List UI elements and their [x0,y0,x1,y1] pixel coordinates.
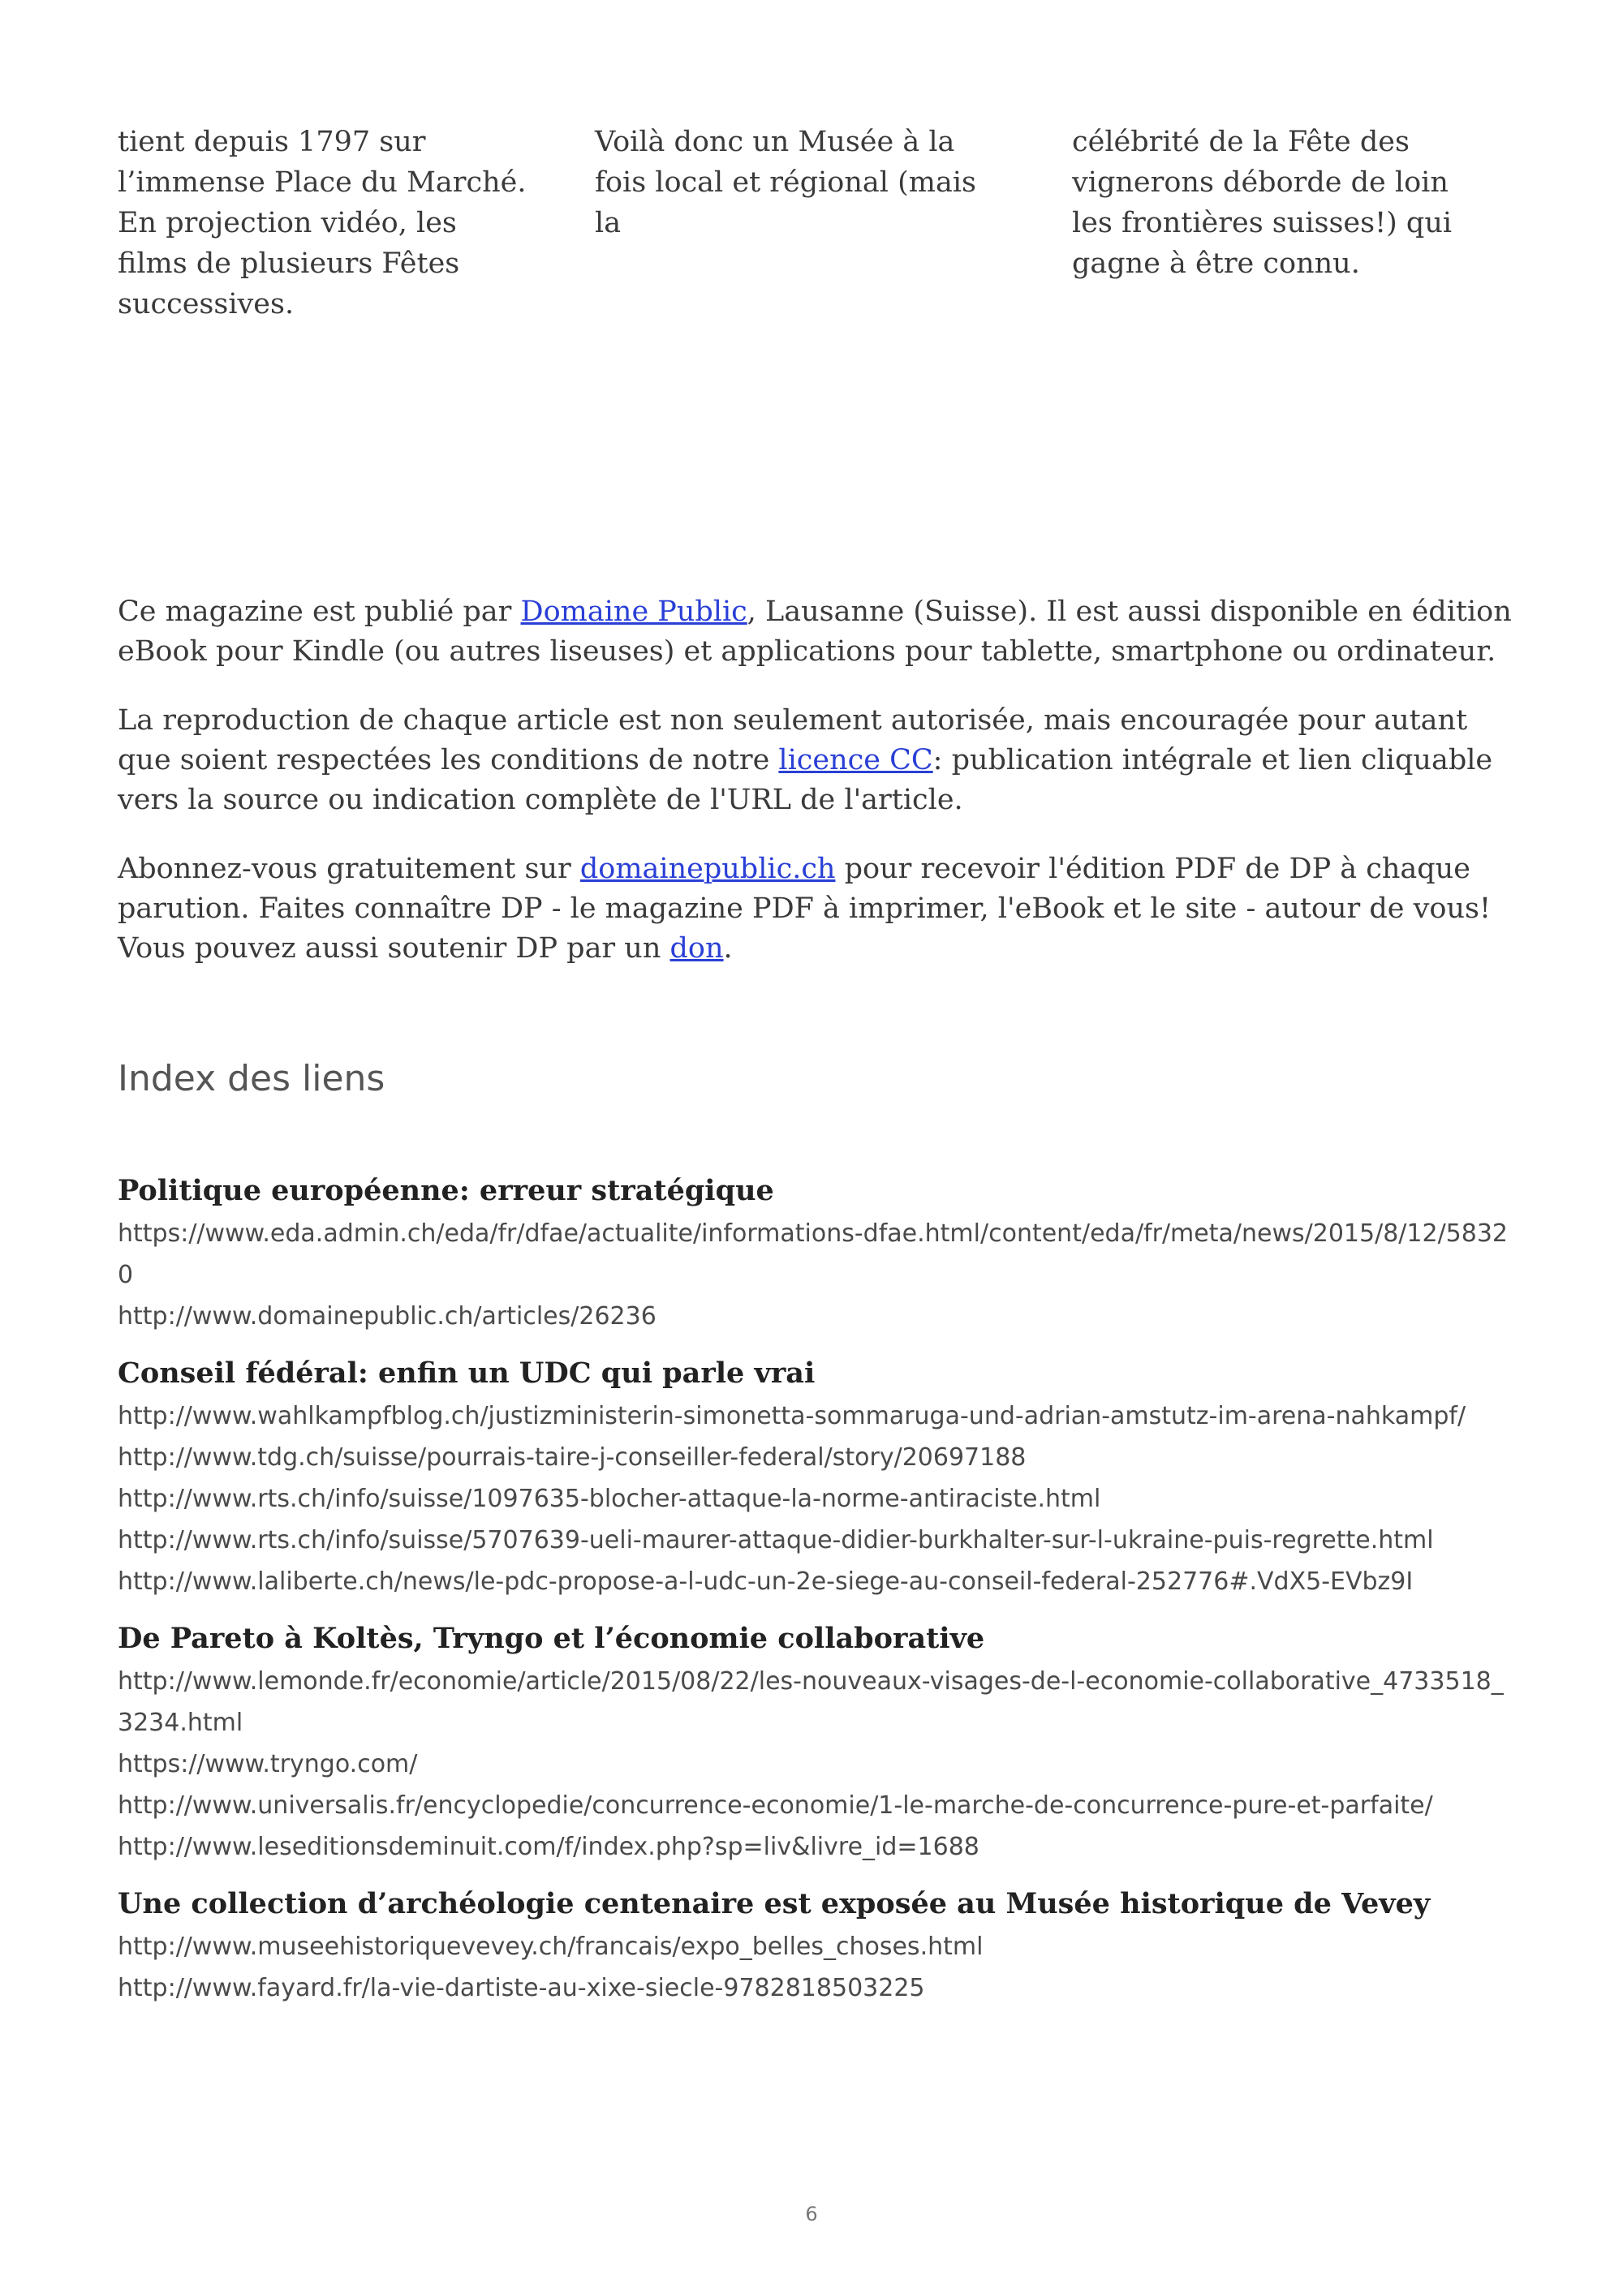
subscribe-paragraph: Abonnez-vous gratuitement sur domainepublic.ch pour recevoir l'édition PDF de DP à chaque parution. Faites connaître DP - le magazine PDF à imprimer, l'eBook et le site - autour de vous! Vous pouvez aussi soutenir DP par un don. [118,853,1492,965]
index-title: Index des liens [118,1058,385,1099]
index-url[interactable]: https://www.tryngo.com/ [118,1750,418,1778]
index-section [118,1885,1513,2009]
donation-link[interactable]: don [669,932,724,965]
publisher-paragraph: Ce magazine est publié par Domaine Public, Lausanne (Suisse). Il est aussi disponible en édition eBook pour Kindle (ou autres liseuses) et applications pour tablette, smartphone ou ordinateur. [118,595,1512,668]
link-index [118,1172,1513,2009]
column-1: tient depuis 1797 sur l’immense Place du Marché. En projection vidéo, les films de plusieurs Fêtes successives. [118,126,527,320]
index-url[interactable]: http://www.museehistoriquevevey.ch/francais/expo_belles_choses.html [118,1933,984,1961]
index-section [118,1620,1513,1868]
index-url[interactable]: http://www.rts.ch/info/suisse/1097635-blocher-attaque-la-norme-antiraciste.html [118,1485,1101,1513]
section-heading: Une collection d’archéologie centenaire est exposée au Musée historique de Vevey [118,1887,1431,1920]
index-url[interactable]: http://www.rts.ch/info/suisse/5707639-ueli-maurer-attaque-didier-burkhalter-sur-l-ukraine-puis-regrette.html [118,1526,1434,1554]
index-url[interactable]: http://www.universalis.fr/encyclopedie/concurrence-economie/1-le-marche-de-concurrence-pure-et-parfaite/ [118,1791,1433,1820]
index-url[interactable]: http://www.fayard.fr/la-vie-dartiste-au-xixe-siecle-9782818503225 [118,1974,925,2002]
document-page [118,122,1513,2027]
licence-cc-link[interactable]: licence CC [778,744,933,776]
index-url[interactable]: http://www.laliberte.ch/news/le-pdc-propose-a-l-udc-un-2e-siege-au-conseil-federal-252776#.VdX5-EVbz9I [118,1567,1414,1596]
domaine-public-link[interactable]: Domaine Public [520,595,747,628]
section-heading: Conseil fédéral: enfin un UDC qui parle vrai [118,1357,816,1390]
column-2: Voilà donc un Musée à la fois local et régional (mais la [595,126,976,239]
index-url[interactable]: http://www.lemonde.fr/economie/article/2015/08/22/les-nouveaux-visages-de-l-economie-collaborative_4733518_3234.html [118,1667,1504,1737]
section-heading: Politique européenne: erreur stratégique [118,1174,774,1207]
article-columns [118,122,1513,414]
index-section [118,1355,1513,1602]
index-url[interactable]: http://www.wahlkampfblog.ch/justizministerin-simonetta-sommaruga-und-adrian-amstutz-im-arena-nahkampf/ [118,1402,1466,1430]
page-number: 6 [805,2203,818,2225]
index-url[interactable]: http://www.tdg.ch/suisse/pourrais-taire-j-conseiller-federal/story/20697188 [118,1443,1027,1472]
index-url[interactable]: http://www.domainepublic.ch/articles/26236 [118,1302,657,1331]
index-url[interactable]: https://www.eda.admin.ch/eda/fr/dfae/actualite/informations-dfae.html/content/eda/fr/meta/news/2015/8/12/58320 [118,1219,1509,1289]
index-section [118,1172,1513,1337]
license-paragraph: La reproduction de chaque article est non seulement autorisée, mais encouragée pour autant que soient respectées les conditions de notre licence CC: publication intégrale et lien cliquable vers la source ou indication complète de l'URL de l'article. [118,704,1493,816]
domainepublic-ch-link[interactable]: domainepublic.ch [579,853,836,885]
column-3: célébrité de la Fête des vignerons déborde de loin les frontières suisses!) qui gagne à être connu. [1072,126,1453,280]
index-url[interactable]: http://www.leseditionsdeminuit.com/f/index.php?sp=liv&livre_id=1688 [118,1833,979,1861]
publication-info [118,592,1513,969]
section-heading: De Pareto à Koltès, Tryngo et l’économie collaborative [118,1622,985,1655]
